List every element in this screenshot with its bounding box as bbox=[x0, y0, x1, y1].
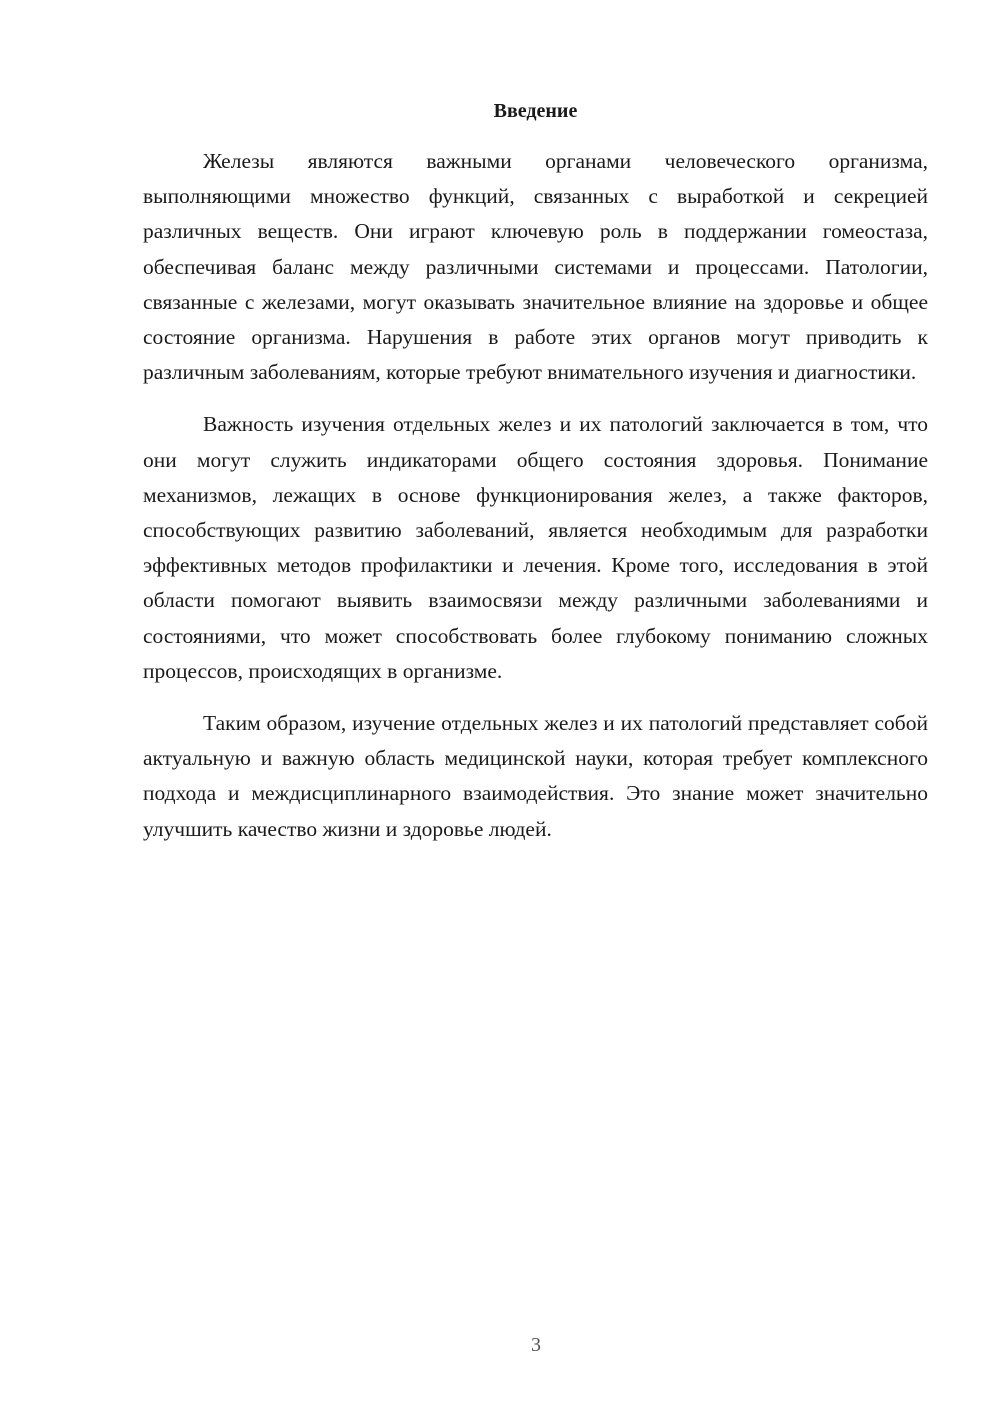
paragraph-2: Важность изучения отдельных желез и их патологий заключается в том, что они могут служить индикаторами общего состояния здоровья. Понимание механизмов, лежащих в основе функционирования желез, а также факторов, способствующих развитию заболеваний, является необходимым для разработки эффективных методов профилактики и лечения. Кроме того, исследования в этой области помогают выявить взаимосвязи между различными заболеваниями и состояниями, что может способствовать более глубокому пониманию сложных процессов, происходящих в организме. bbox=[143, 412, 928, 683]
document-body bbox=[143, 98, 928, 847]
paragraph-3: Таким образом, изучение отдельных желез и их патологий представляет собой актуальную и важную область медицинской науки, которая требует комплексного подхода и междисциплинарного взаимодействия. Это знание может значительно улучшить качество жизни и здоровье людей. bbox=[143, 711, 928, 841]
page-number: 3 bbox=[531, 1334, 541, 1356]
paragraph-1: Железы являются важными органами человеческого организма, выполняющими множество функций, связанных с выработкой и секрецией различных веществ. Они играют ключевую роль в поддержании гомеостаза, обеспечивая баланс между различными системами и процессами. Патологии, связанные с железами, могут оказывать значительное влияние на здоровье и общее состояние организма. Нарушения в работе этих органов могут приводить к различным заболеваниям, которые требуют внимательного изучения и диагностики. bbox=[143, 149, 928, 385]
section-title: Введение bbox=[493, 100, 578, 122]
